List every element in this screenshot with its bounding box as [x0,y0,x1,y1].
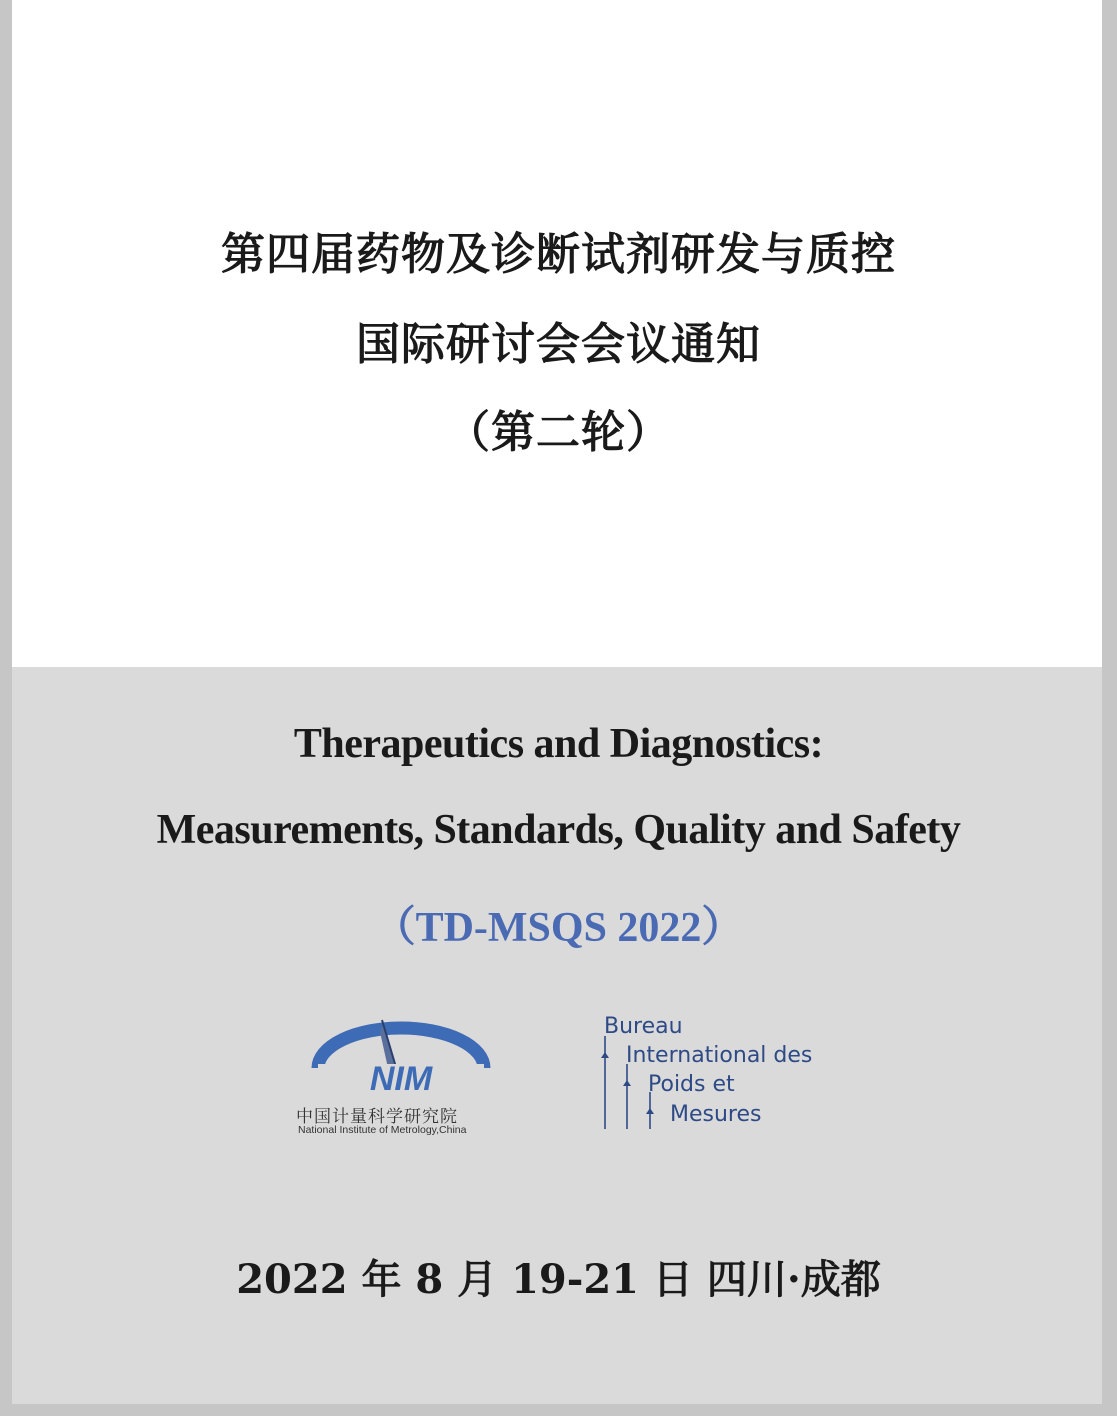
bipm-line-international: International des [626,1043,813,1068]
nim-logo [296,1018,506,1138]
nim-name-chinese: 中国计量科学研究院 [296,1107,458,1127]
nim-name-english: National Institute of Metrology,China [298,1124,467,1136]
english-title-line-2: Measurements, Standards, Quality and Safety [156,807,961,853]
event-date-location: 2022 年 8 月 19-21 日 四川·成都 [236,1256,881,1303]
chinese-title-line-1: 第四届药物及诊断试剂研发与质控 [221,229,896,280]
bipm-line-bureau: Bureau [604,1014,683,1039]
bipm-line-poids: Poids et [648,1072,735,1097]
bipm-logo [598,1014,838,1134]
nim-letters: NIM [369,1060,433,1098]
conference-code: （TD-MSQS 2022） [373,905,744,951]
chinese-title-line-2: 国际研讨会会议通知 [356,319,761,370]
chinese-title-round: （第二轮） [446,407,671,458]
bipm-line-mesures: Mesures [670,1102,762,1127]
english-title-line-1: Therapeutics and Diagnostics: [293,721,824,767]
nim-emblem-icon [296,1018,506,1102]
